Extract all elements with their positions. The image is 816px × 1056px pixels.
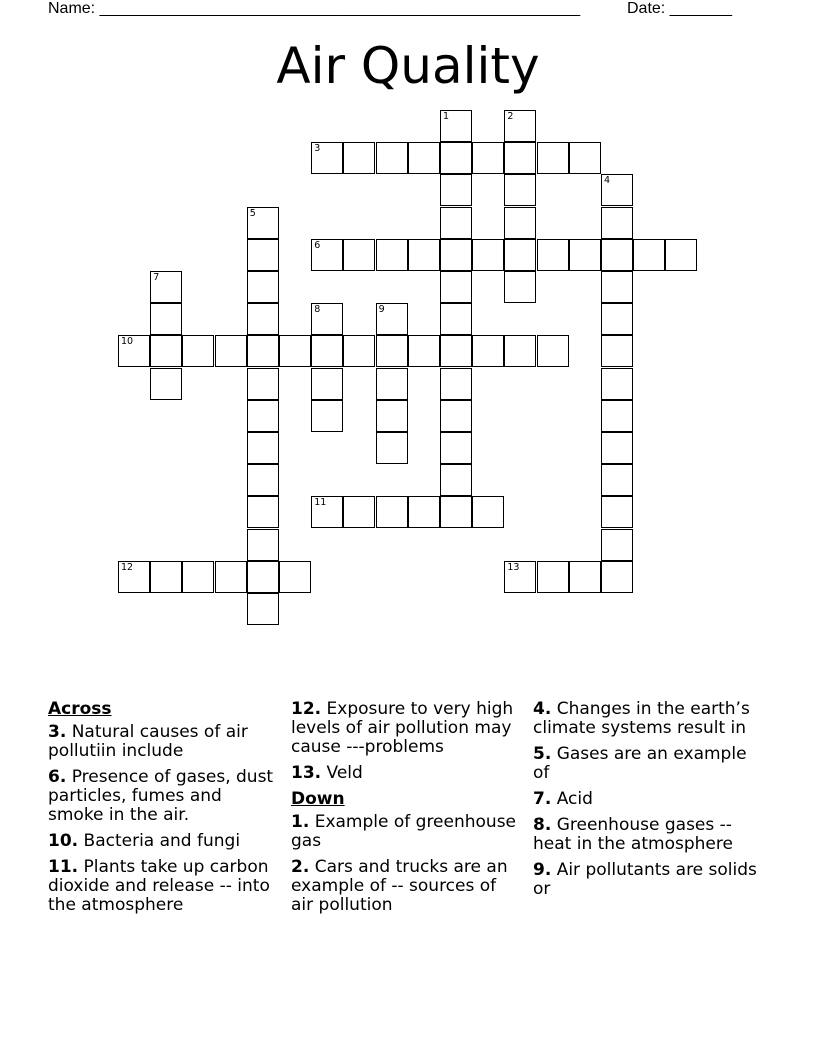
clue-across-10 bbox=[48, 832, 276, 851]
crossword-cell[interactable] bbox=[440, 432, 472, 464]
crossword-cell[interactable] bbox=[601, 400, 633, 432]
clue-text: Cars and trucks are an example of -- sources of air pollution bbox=[291, 857, 508, 915]
clue-number-label: 13 bbox=[507, 561, 520, 573]
clue-text: Presence of gases, dust particles, fumes and smoke in the air. bbox=[48, 767, 274, 825]
clue-text: Gases are an example of bbox=[533, 744, 747, 783]
crossword-cell[interactable] bbox=[504, 207, 536, 239]
crossword-cell[interactable] bbox=[376, 368, 408, 400]
crossword-cell[interactable] bbox=[440, 464, 472, 496]
crossword-cell[interactable] bbox=[311, 400, 343, 432]
crossword-cell[interactable] bbox=[247, 335, 279, 367]
clue-across-13 bbox=[291, 764, 519, 783]
crossword-cell[interactable] bbox=[182, 561, 214, 593]
crossword-cell[interactable] bbox=[569, 142, 601, 174]
crossword-cell[interactable] bbox=[440, 303, 472, 335]
clue-down-4 bbox=[533, 700, 761, 738]
crossword-cell[interactable] bbox=[376, 432, 408, 464]
crossword-cell[interactable] bbox=[440, 400, 472, 432]
clue-across-3 bbox=[48, 723, 276, 761]
crossword-cell[interactable] bbox=[311, 142, 343, 174]
crossword-cell[interactable] bbox=[504, 110, 536, 142]
crossword-cell[interactable] bbox=[601, 303, 633, 335]
crossword-cell[interactable] bbox=[601, 335, 633, 367]
crossword-cell[interactable] bbox=[343, 239, 375, 271]
crossword-cell[interactable] bbox=[472, 335, 504, 367]
crossword-cell[interactable] bbox=[311, 239, 343, 271]
crossword-cell[interactable] bbox=[504, 174, 536, 206]
crossword-cell[interactable] bbox=[504, 142, 536, 174]
clue-text: Air pollutants are solids or bbox=[533, 860, 757, 899]
crossword-cell[interactable] bbox=[247, 303, 279, 335]
clue-text: Natural causes of air pollutiin include bbox=[48, 722, 248, 761]
clue-number-label: 8 bbox=[314, 304, 321, 316]
crossword-cell[interactable] bbox=[150, 368, 182, 400]
crossword-cell[interactable] bbox=[537, 561, 569, 593]
crossword-cell[interactable] bbox=[504, 271, 536, 303]
crossword-cell[interactable] bbox=[537, 239, 569, 271]
crossword-cell[interactable] bbox=[472, 239, 504, 271]
crossword-cell[interactable] bbox=[376, 335, 408, 367]
clue-down-5 bbox=[533, 745, 761, 783]
clue-number: 5. bbox=[533, 744, 552, 764]
crossword-cell[interactable] bbox=[569, 561, 601, 593]
crossword-cell[interactable] bbox=[601, 368, 633, 400]
crossword-cell[interactable] bbox=[601, 529, 633, 561]
crossword-cell[interactable] bbox=[440, 110, 472, 142]
clue-down-2 bbox=[291, 858, 519, 915]
crossword-cell[interactable] bbox=[665, 239, 697, 271]
clue-number: 2. bbox=[291, 857, 310, 877]
crossword-cell[interactable] bbox=[247, 207, 279, 239]
clue-text: Plants take up carbon dioxide and release -- into the atmosphere bbox=[48, 857, 270, 915]
crossword-cell[interactable] bbox=[376, 239, 408, 271]
crossword-cell[interactable] bbox=[601, 561, 633, 593]
crossword-cell[interactable] bbox=[343, 335, 375, 367]
clue-text: Greenhouse gases --heat in the atmosphere bbox=[533, 815, 733, 854]
crossword-cell[interactable] bbox=[601, 432, 633, 464]
crossword-cell[interactable] bbox=[118, 335, 150, 367]
crossword-cell[interactable] bbox=[343, 496, 375, 528]
clue-number-label: 11 bbox=[314, 497, 327, 509]
clue-text: Example of greenhouse gas bbox=[291, 812, 517, 851]
name-field[interactable]: Name: ______________________________________________________ bbox=[48, 0, 581, 17]
crossword-cell[interactable] bbox=[504, 335, 536, 367]
crossword-cell[interactable] bbox=[537, 142, 569, 174]
crossword-cell[interactable] bbox=[440, 239, 472, 271]
crossword-cell[interactable] bbox=[279, 561, 311, 593]
crossword-cell[interactable] bbox=[440, 271, 472, 303]
crossword-cell[interactable] bbox=[472, 142, 504, 174]
clue-down-7 bbox=[533, 790, 761, 809]
clue-number: 6. bbox=[48, 767, 67, 787]
clue-number-label: 4 bbox=[604, 175, 611, 187]
down-heading: Down bbox=[291, 789, 345, 809]
clue-number: 4. bbox=[533, 699, 552, 719]
clue-text: Acid bbox=[556, 789, 593, 809]
crossword-cell[interactable] bbox=[601, 174, 633, 206]
clue-number-label: 9 bbox=[378, 304, 385, 316]
clue-down-8 bbox=[533, 816, 761, 854]
crossword-cell[interactable] bbox=[601, 271, 633, 303]
clue-down-1 bbox=[291, 813, 519, 851]
clue-number-label: 1 bbox=[443, 111, 450, 122]
clue-text: Veld bbox=[326, 763, 363, 783]
date-field[interactable]: Date: _______ bbox=[627, 0, 732, 17]
clue-number-label: 7 bbox=[153, 272, 160, 283]
clue-number-label: 3 bbox=[314, 143, 321, 155]
crossword-cell[interactable] bbox=[537, 335, 569, 367]
crossword-cell[interactable] bbox=[376, 303, 408, 335]
crossword-cell[interactable] bbox=[472, 496, 504, 528]
crossword-cell[interactable] bbox=[247, 464, 279, 496]
clue-number-label: 6 bbox=[314, 239, 321, 251]
clue-number-label: 12 bbox=[121, 561, 134, 573]
clue-number-label: 2 bbox=[507, 111, 514, 122]
crossword-cell[interactable] bbox=[408, 142, 440, 174]
crossword-cell[interactable] bbox=[408, 335, 440, 367]
crossword-cell[interactable] bbox=[569, 239, 601, 271]
crossword-cell[interactable] bbox=[408, 496, 440, 528]
clue-number: 13. bbox=[291, 763, 322, 783]
crossword-cell[interactable] bbox=[601, 239, 633, 271]
clue-number: 11. bbox=[48, 857, 79, 877]
crossword-cell[interactable] bbox=[311, 496, 343, 528]
crossword-cell[interactable] bbox=[504, 561, 536, 593]
crossword-cell[interactable] bbox=[150, 303, 182, 335]
crossword-cell[interactable] bbox=[247, 368, 279, 400]
crossword-cell[interactable] bbox=[440, 207, 472, 239]
clue-across-12 bbox=[291, 700, 519, 757]
clue-number: 7. bbox=[533, 789, 552, 809]
crossword-cell[interactable] bbox=[247, 271, 279, 303]
crossword-cell[interactable] bbox=[408, 239, 440, 271]
crossword-cell[interactable] bbox=[440, 174, 472, 206]
crossword-cell[interactable] bbox=[633, 239, 665, 271]
crossword-cell[interactable] bbox=[150, 335, 182, 367]
crossword-cell[interactable] bbox=[247, 496, 279, 528]
crossword-cell[interactable] bbox=[247, 593, 279, 625]
clue-text: Changes in the earth’s climate systems result in bbox=[533, 699, 750, 738]
crossword-cell[interactable] bbox=[311, 303, 343, 335]
crossword-cell[interactable] bbox=[247, 432, 279, 464]
crossword-cell[interactable] bbox=[182, 335, 214, 367]
clue-across-6 bbox=[48, 768, 276, 825]
clue-number-label: 10 bbox=[121, 336, 134, 348]
crossword-cell[interactable] bbox=[311, 368, 343, 400]
crossword-cell[interactable] bbox=[440, 142, 472, 174]
clue-down-9 bbox=[533, 861, 761, 899]
clue-text: Bacteria and fungi bbox=[83, 831, 241, 851]
crossword-cell[interactable] bbox=[247, 400, 279, 432]
crossword-cell[interactable] bbox=[601, 496, 633, 528]
clue-column-2 bbox=[291, 700, 519, 922]
crossword-cell[interactable] bbox=[247, 561, 279, 593]
crossword-cell[interactable] bbox=[376, 496, 408, 528]
crossword-cell[interactable] bbox=[247, 529, 279, 561]
clue-number: 9. bbox=[533, 860, 552, 880]
clue-text: Exposure to very high levels of air pollution may cause ---problems bbox=[291, 699, 514, 757]
crossword-cell[interactable] bbox=[311, 335, 343, 367]
clue-number: 8. bbox=[533, 815, 552, 835]
crossword-cell[interactable] bbox=[440, 368, 472, 400]
across-heading: Across bbox=[48, 699, 112, 719]
clue-number: 12. bbox=[291, 699, 322, 719]
clue-column-3 bbox=[533, 700, 761, 906]
crossword-cell[interactable] bbox=[601, 464, 633, 496]
crossword-cell[interactable] bbox=[118, 561, 150, 593]
crossword-cell[interactable] bbox=[601, 207, 633, 239]
clue-number-label: 5 bbox=[249, 207, 256, 219]
clue-column-1 bbox=[48, 700, 276, 922]
clue-number: 1. bbox=[291, 812, 310, 832]
crossword-cell[interactable] bbox=[215, 335, 247, 367]
page-title: Air Quality bbox=[276, 37, 540, 95]
crossword-cell[interactable] bbox=[247, 239, 279, 271]
clue-number: 10. bbox=[48, 831, 79, 851]
crossword-cell[interactable] bbox=[376, 400, 408, 432]
crossword-cell[interactable] bbox=[343, 142, 375, 174]
crossword-cell[interactable] bbox=[376, 142, 408, 174]
crossword-cell[interactable] bbox=[440, 335, 472, 367]
crossword-cell[interactable] bbox=[504, 239, 536, 271]
crossword-cell[interactable] bbox=[440, 496, 472, 528]
crossword-cell[interactable] bbox=[215, 561, 247, 593]
crossword-cell[interactable] bbox=[150, 271, 182, 303]
crossword-cell[interactable] bbox=[150, 561, 182, 593]
crossword-cell[interactable] bbox=[279, 335, 311, 367]
clue-number: 3. bbox=[48, 722, 67, 742]
clue-across-11 bbox=[48, 858, 276, 915]
